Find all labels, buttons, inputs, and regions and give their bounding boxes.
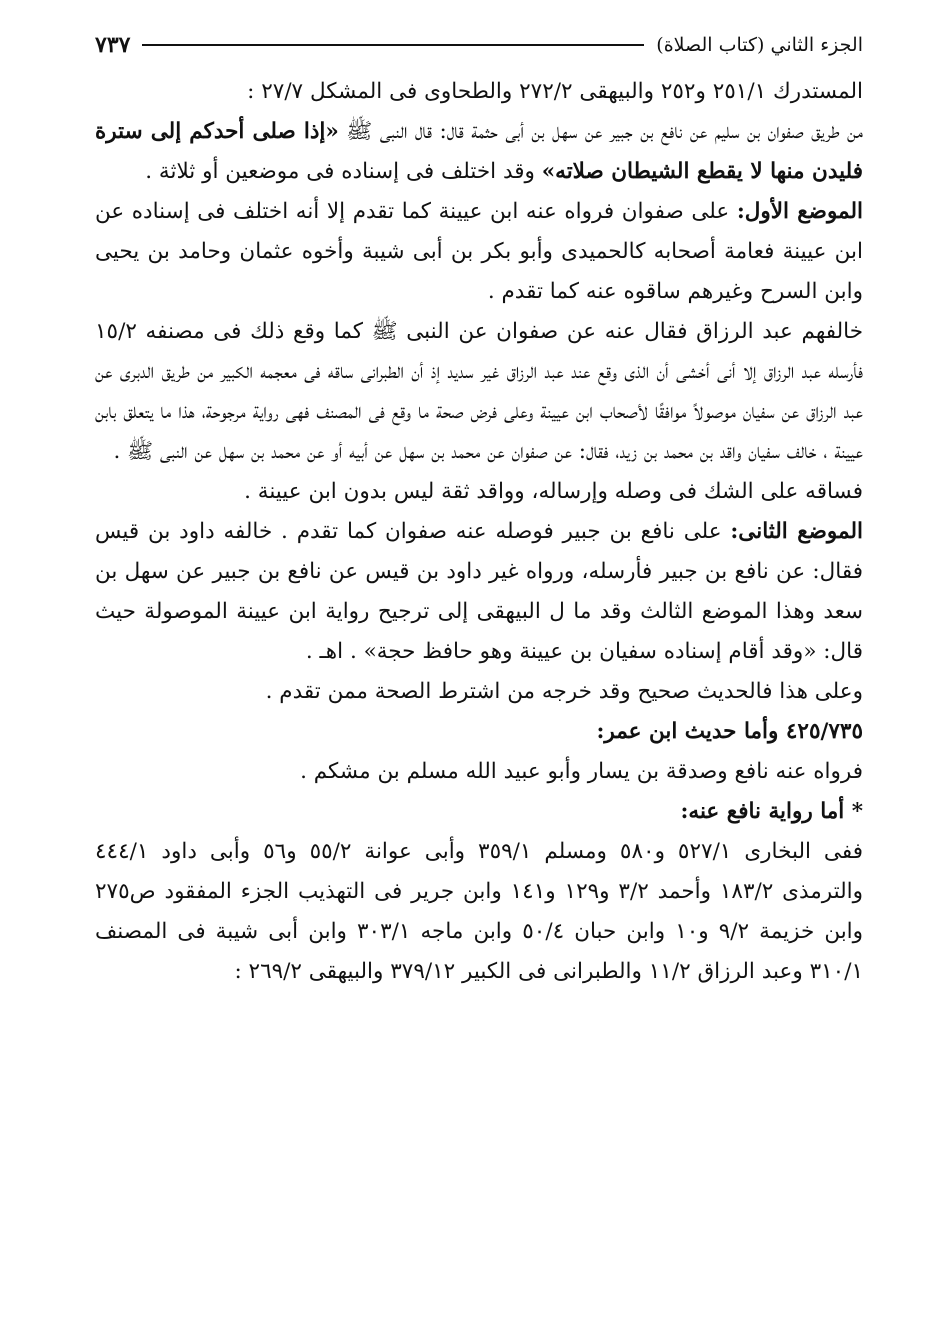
paragraph-text: من طريق صفوان بن سليم عن نافع بن جبير عن سهل بن أبى حثمة قال: قال النبى ﷺ (338, 119, 863, 144)
page-number: ٧٣٧ (95, 32, 131, 58)
section-lead: الموضع الأول: (736, 199, 863, 224)
paragraph-text: على نافع بن جبير فوصله عنه صفوان كما تقدم . خالفه داود بن قيس فقال: عن نافع بن جبير فأرسله، ورواه غير داود بن قيس عن نافع بن جبير عن سهل بن سعد وهذا الموضع الثالث وقد ما ل البيهقى إلى ترجيح رواية ابن عيينة الموصولة حيث قال: «وقد أقام إسناده سفيان بن عيينة وهو حافظ حجة» . اهـ . (95, 519, 863, 664)
paragraph-7 (95, 672, 863, 712)
paragraph-5 (95, 472, 863, 512)
page-header (95, 22, 863, 68)
paragraph-11 (95, 832, 863, 992)
paragraph-text: على صفوان فرواه عنه ابن عيينة كما تقدم إلا أنه اختلف فى إسناده عن ابن عيينة فعامة أصحابه كالحميدى وأبو بكر بن أبى شيبة وأخوه عثمان وحامد بن يحيى وابن السرح وغيرهم ساقوه عنه كما تقدم . (95, 199, 863, 304)
paragraph-9 (95, 752, 863, 792)
paragraph-text: وقد اختلف فى إسناده فى موضعين أو ثلاثة . (145, 159, 542, 184)
sub-heading (95, 792, 863, 832)
paragraph-6 (95, 512, 863, 672)
header-rule (142, 44, 644, 46)
paragraph-4 (95, 312, 863, 472)
paragraph-text: ففى البخارى ٥٢٧/١ و٥٨٠ ومسلم ٣٥٩/١ وأبى عوانة ٥٥/٢ و٥٦ وأبى داود ٤٤٤/١ والترمذى ١٨٣/٢ وأحمد ٣/٢ و١٢٩ و١٤١ وابن جرير فى التهذيب الجزء المفقود ص٢٧٥ وابن خزيمة ٩/٢ و١٠ وابن حبان ٥٠/٤ وابن ماجه ٣٠٣/١ وابن أبى شيبة فى المصنف ٣١٠/١ وعبد الرزاق ١١/٢ والطبرانى فى الكبير ٣٧٩/١٢ والبيهقى ٢٦٩/٢ : (95, 839, 864, 984)
paragraph-text: وعلى هذا فالحديث صحيح وقد خرجه من اشترط الصحة ممن تقدم . (265, 679, 863, 704)
paragraph-text: خالفهم عبد الرزاق فقال عنه عن صفوان عن النبى ﷺ كما وقع ذلك فى مصنفه ١٥/٢ فأرسله عبد الرزاق إلا أنى أخشى أن الذى وقع عند عبد الرزاق غير سديد إذ أن الطبرانى ساقه فى معجمه الكبير من طريق الدبرى عن عبد الرزاق عن سفيان موصولاً موافقًا لأصحاب ابن عيينة وعلى فرض صحة ما وقع فى المصنف فهى رواية مرجوحة، هذا ما يتعلق بابن عيينة ، خالف سفيان واقد بن محمد بن زيد، فقال: عن صفوان عن محمد بن سهل عن أبيه أو عن محمد بن سهل عن النبى ﷺ . (95, 319, 863, 464)
hadith-quote: «إذا صلى أحدكم إلى سترة فليدن منها لا يقطع الشيطان صلاته» (95, 119, 863, 184)
page-body (95, 72, 863, 992)
paragraph-text: المستدرك ٢٥١/١ و٢٥٢ والبيهقى ٢٧٢/٢ والطحاوى فى المشكل ٢٧/٧ : (247, 79, 863, 104)
paragraph-text: فساقه على الشك فى وصله وإرساله، وواقد ثقة ليس بدون ابن عيينة . (244, 479, 863, 504)
heading-text: ٤٢٥/٧٣٥ وأما حديث ابن عمر: (596, 719, 863, 744)
heading-text: * أما رواية نافع عنه: (680, 799, 863, 824)
section-lead: الموضع الثانى: (730, 519, 863, 544)
paragraph-text: فرواه عنه نافع وصدقة بن يسار وأبو عبيد الله مسلم بن مشكم . (300, 759, 863, 784)
paragraph-2 (95, 112, 863, 192)
paragraph-3 (95, 192, 863, 312)
hadith-heading (95, 712, 863, 752)
paragraph-1 (95, 72, 863, 112)
running-head: الجزء الثاني (كتاب الصلاة) (656, 34, 863, 56)
